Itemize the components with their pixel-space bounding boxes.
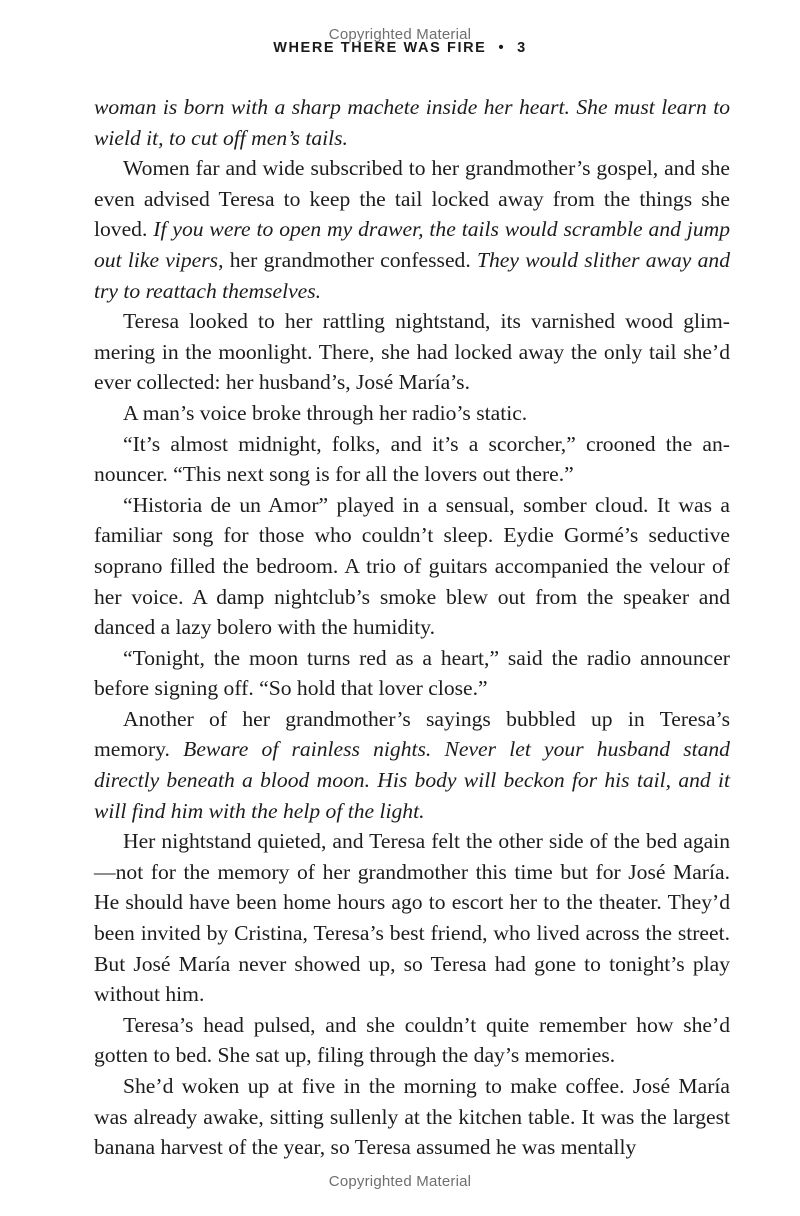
paragraph: [94, 429, 730, 490]
paragraph: [94, 1071, 730, 1163]
paragraph: [94, 704, 730, 826]
paragraph: [94, 643, 730, 704]
italic-run: If you were to open my drawer, the tails would scramble and jump out like vipers: [94, 217, 731, 272]
body-text: [94, 92, 730, 1163]
italic-run: woman is born with a sharp machete inside her heart. She must learn to wield it, to cut off men’s tails.: [94, 95, 730, 150]
paragraph: [94, 826, 730, 1010]
text-run: , her grandmother confessed.: [218, 247, 477, 272]
text-run: “Historia de un Amor” played in a sensual, somber cloud. It was a familiar song for those who couldn’t sleep. Eydie Gormé’s seductive soprano filled the bedroom. A trio of guitars accompanied the velour of her voice. A damp nightclub’s smoke blew out from the speaker and danced a lazy bolero with the humidity.: [94, 492, 730, 640]
paragraph: [94, 153, 730, 306]
copyright-watermark-top: Copyrighted Material: [328, 26, 472, 43]
text-run: She’d woken up at five in the morning to make coffee. José María was already awake, sitting sullenly at the kitchen table. It was the largest banana harvest of the year, so Teresa assumed he was mentally: [94, 1074, 730, 1160]
book-title: WHERE THERE WAS FIRE: [273, 40, 487, 56]
text-run: Women far and wide subscribed to her grandmother’s gospel, and she even advised Teresa to keep the tail locked away from the things she loved.: [94, 156, 730, 242]
running-header: [0, 40, 800, 56]
text-run: “It’s almost midnight, folks, and it’s a scorcher,” crooned the announcer. “This next song is for all the lovers out there.”: [94, 431, 730, 487]
text-run: Another of her grandmother’s sayings bubbled up in Teresa’s memory.: [94, 706, 730, 762]
text-run: “Tonight, the moon turns red as a heart,” said the radio announcer before signing off. “So hold that lover close.”: [94, 645, 730, 701]
paragraph: [94, 306, 730, 398]
header-separator: •: [498, 40, 506, 56]
page-number: 3: [517, 40, 527, 56]
text-run: Her nightstand quieted, and Teresa felt the other side of the bed again—not for the memory of her grandmother this time but for José María. He should have been home hours ago to escort her to the theater. They’d been invited by Cristina, Teresa’s best friend, who lived across the street. But José María never showed up, so Teresa had gone to tonight’s play without him.: [94, 829, 730, 1007]
text-run: A man’s voice broke through her radio’s static.: [123, 400, 528, 425]
text-run: Teresa looked to her rattling nightstand, its varnished wood glimmering in the moonlight. There, she had locked away the only tail she’d ever collected: her husband’s, José María’s.: [94, 309, 730, 395]
text-run: Teresa’s head pulsed, and she couldn’t quite remember how she’d gotten to bed. She sat up, filing through the day’s memories.: [94, 1012, 730, 1068]
paragraph: [94, 92, 730, 153]
paragraph: [94, 398, 730, 429]
copyright-watermark-bottom: Copyrighted Material: [328, 1173, 472, 1190]
italic-run: Beware of rainless nights. Never let your husband stand directly beneath a blood moon. His body will beckon for his tail, and it will find him with the help of the light.: [94, 737, 730, 823]
italic-run: They would slither away and try to reattach themselves.: [94, 247, 730, 303]
paragraph: [94, 1010, 730, 1071]
paragraph: [94, 490, 730, 643]
